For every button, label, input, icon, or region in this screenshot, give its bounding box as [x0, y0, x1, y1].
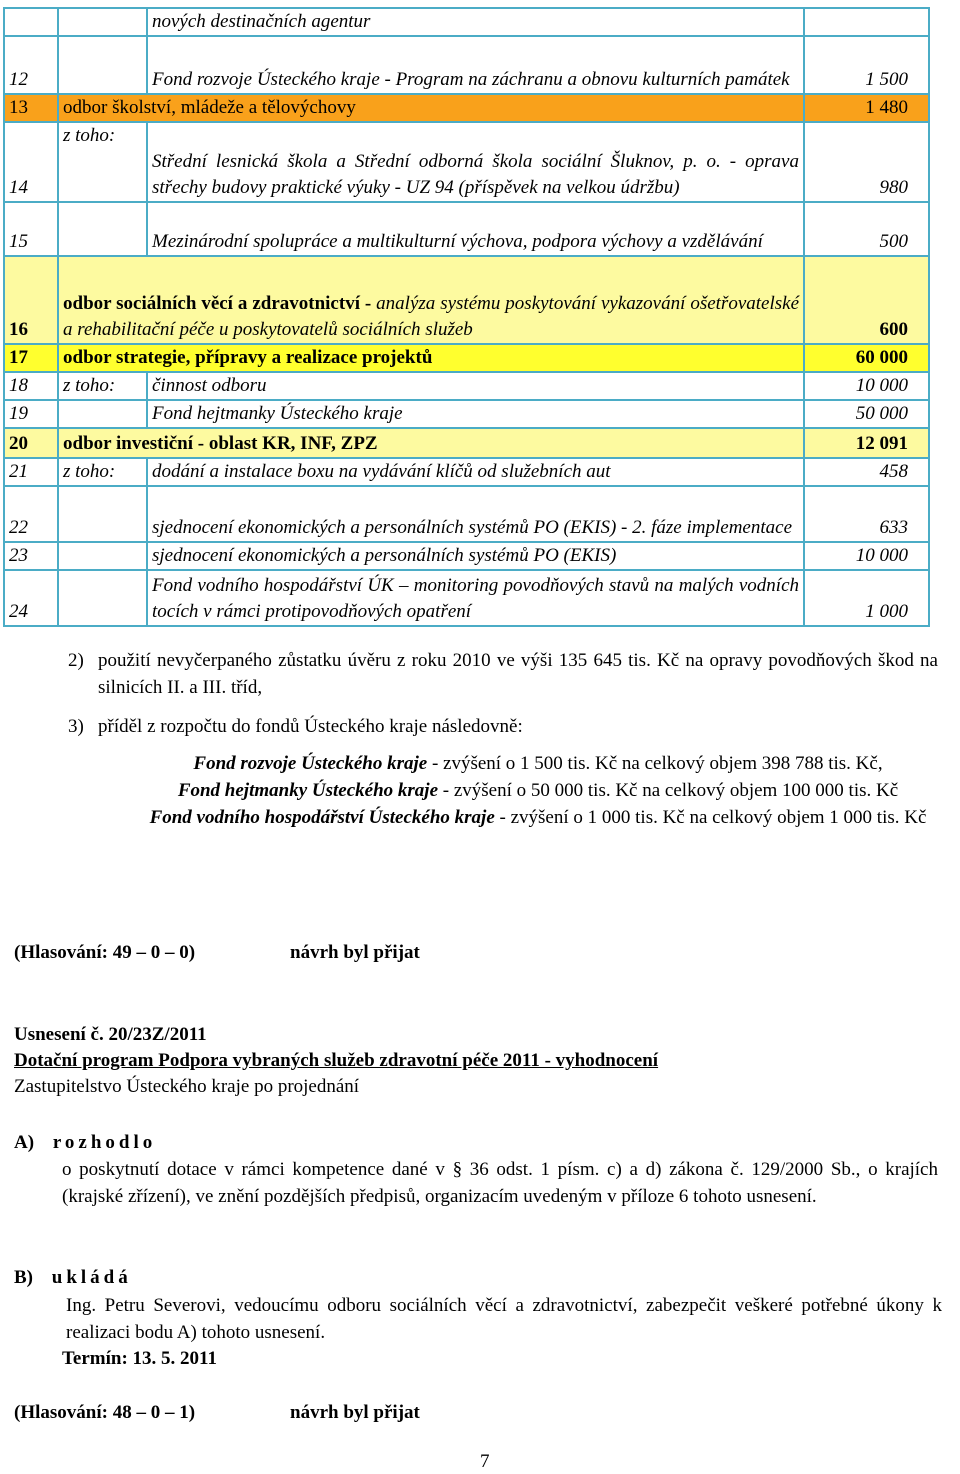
row-number: 16 [4, 256, 58, 344]
point-3: 3) příděl z rozpočtu do fondů Ústeckého kraje následovně: [68, 713, 938, 740]
table-row [4, 428, 929, 458]
section-a-label: A) rozhodlo [14, 1132, 157, 1153]
table-row [4, 372, 929, 400]
table-row [4, 122, 929, 202]
row-number: 19 [4, 400, 58, 428]
section-b-text: Ing. Petru Severovi, vedoucímu odboru sociálních věcí a zdravotnictví, zabezpečit veškeré potřebné úkony k realizaci bodu A) tohoto usnesení. [66, 1295, 942, 1343]
table-row [4, 400, 929, 428]
row-description: Fond hejtmanky Ústeckého kraje [147, 400, 804, 428]
row-amount: 12 091 [804, 428, 929, 458]
row-amount: 458 [804, 458, 929, 486]
budget-table [3, 7, 930, 627]
table-row [4, 458, 929, 486]
row-description: Střední lesnická škola a Střední odborná škola sociální Šluknov, p. o. - oprava střechy budovy praktické výuky - UZ 94 (příspěvek na velkou údržbu) [147, 122, 804, 202]
row-number: 17 [4, 344, 58, 372]
fund-item: Fond vodního hospodářství Ústeckého kraje - zvýšení o 1 000 tis. Kč na celkový objem 1 000 tis. Kč [149, 807, 927, 828]
row-amount: 600 [804, 256, 929, 344]
vote-count: (Hlasování: 48 – 0 – 1) [14, 1402, 196, 1423]
table-row [4, 542, 929, 570]
row-amount: 1 000 [804, 570, 929, 626]
vote-count: (Hlasování: 49 – 0 – 0) [14, 942, 196, 963]
row-number: 24 [4, 570, 58, 626]
row-label: odbor sociálních věcí a zdravotnictví - analýza systému poskytování vykazování ošetřovatelské a rehabilitační péče u poskytovatelů sociálních služeb [58, 256, 804, 344]
row-amount: 10 000 [804, 372, 929, 400]
row-description: sjednocení ekonomických a personálních systémů PO (EKIS) - 2. fáze implementace [147, 486, 804, 542]
row-number: 12 [4, 36, 58, 94]
row-number: 23 [4, 542, 58, 570]
vote-result: návrh byl přijat [290, 942, 420, 963]
row-description: sjednocení ekonomických a personálních systémů PO (EKIS) [147, 542, 804, 570]
row-number: 20 [4, 428, 58, 458]
row-description: Fond vodního hospodářství ÚK – monitoring povodňových stavů na malých vodních tocích v rámci protipovodňových opatření [147, 570, 804, 626]
row-label: odbor investiční - oblast KR, INF, ZPZ [58, 428, 804, 458]
row-label: z toho: [58, 458, 147, 486]
table-row [4, 344, 929, 372]
row-amount: 10 000 [804, 542, 929, 570]
row-description: dodání a instalace boxu na vydávání klíčů od služebních aut [147, 458, 804, 486]
row-amount: 1 500 [804, 36, 929, 94]
point-3-text: příděl z rozpočtu do fondů Ústeckého kraje následovně: [98, 716, 523, 737]
table-row [4, 256, 929, 344]
table-row [4, 8, 929, 36]
section-b-label: B) ukládá [14, 1267, 132, 1288]
row-description: činnost odboru [147, 372, 804, 400]
page-number: 7 [480, 1451, 490, 1472]
deadline: Termín: 13. 5. 2011 [62, 1348, 217, 1369]
row-label: odbor školství, mládeže a tělovýchovy [58, 94, 804, 122]
table-row [4, 486, 929, 542]
resolution-title: Dotační program Podpora vybraných služeb zdravotní péče 2011 - vyhodnocení [14, 1050, 659, 1071]
resolution-intro: Zastupitelstvo Ústeckého kraje po projednání [14, 1076, 360, 1097]
section-a-verb: rozhodlo [52, 1132, 157, 1153]
row-description: nových destinačních agentur [147, 8, 804, 36]
row-number: 14 [4, 122, 58, 202]
row-amount: 500 [804, 202, 929, 256]
table-row [4, 570, 929, 626]
resolution-number: Usnesení č. 20/23Z/2011 [14, 1024, 207, 1045]
fund-list [118, 750, 958, 831]
point-2: 2) použití nevyčerpaného zůstatku úvěru z roku 2010 ve výši 135 645 tis. Kč na opravy povodňových škod na silnicích II. a III. tříd, [68, 647, 938, 701]
section-a-text: o poskytnutí dotace v rámci kompetence dané v § 36 odst. 1 písm. c) a d) zákona č. 129/2000 Sb., o krajích (krajské zřízení), ve znění pozdějších předpisů, organizacím uvedeným v příloze 6 tohoto usnesení. [62, 1159, 938, 1207]
point-2-text: použití nevyčerpaného zůstatku úvěru z roku 2010 ve výši 135 645 tis. Kč na opravy povodňových škod na silnicích II. a III. tříd, [98, 650, 938, 698]
row-number: 22 [4, 486, 58, 542]
row-amount: 633 [804, 486, 929, 542]
row-label: odbor strategie, přípravy a realizace projektů [58, 344, 804, 372]
row-amount: 1 480 [804, 94, 929, 122]
table-row [4, 36, 929, 94]
row-number: 18 [4, 372, 58, 400]
vote-result: návrh byl přijat [290, 1402, 420, 1423]
table-row [4, 202, 929, 256]
fund-item: Fond rozvoje Ústeckého kraje - zvýšení o 1 500 tis. Kč na celkový objem 398 788 tis. Kč, [193, 753, 883, 774]
row-label: z toho: [58, 122, 147, 202]
row-number [4, 8, 58, 36]
table-row [4, 94, 929, 122]
row-number: 21 [4, 458, 58, 486]
row-description: Mezinárodní spolupráce a multikulturní výchova, podpora výchovy a vzdělávání [147, 202, 804, 256]
row-number: 15 [4, 202, 58, 256]
row-amount: 60 000 [804, 344, 929, 372]
row-amount: 50 000 [804, 400, 929, 428]
fund-item: Fond hejtmanky Ústeckého kraje - zvýšení o 50 000 tis. Kč na celkový objem 100 000 tis. Kč [177, 780, 899, 801]
section-b-verb: ukládá [51, 1267, 132, 1288]
row-description: Fond rozvoje Ústeckého kraje - Program na záchranu a obnovu kulturních památek [147, 36, 804, 94]
row-label: z toho: [58, 372, 147, 400]
row-number: 13 [4, 94, 58, 122]
row-amount: 980 [804, 122, 929, 202]
